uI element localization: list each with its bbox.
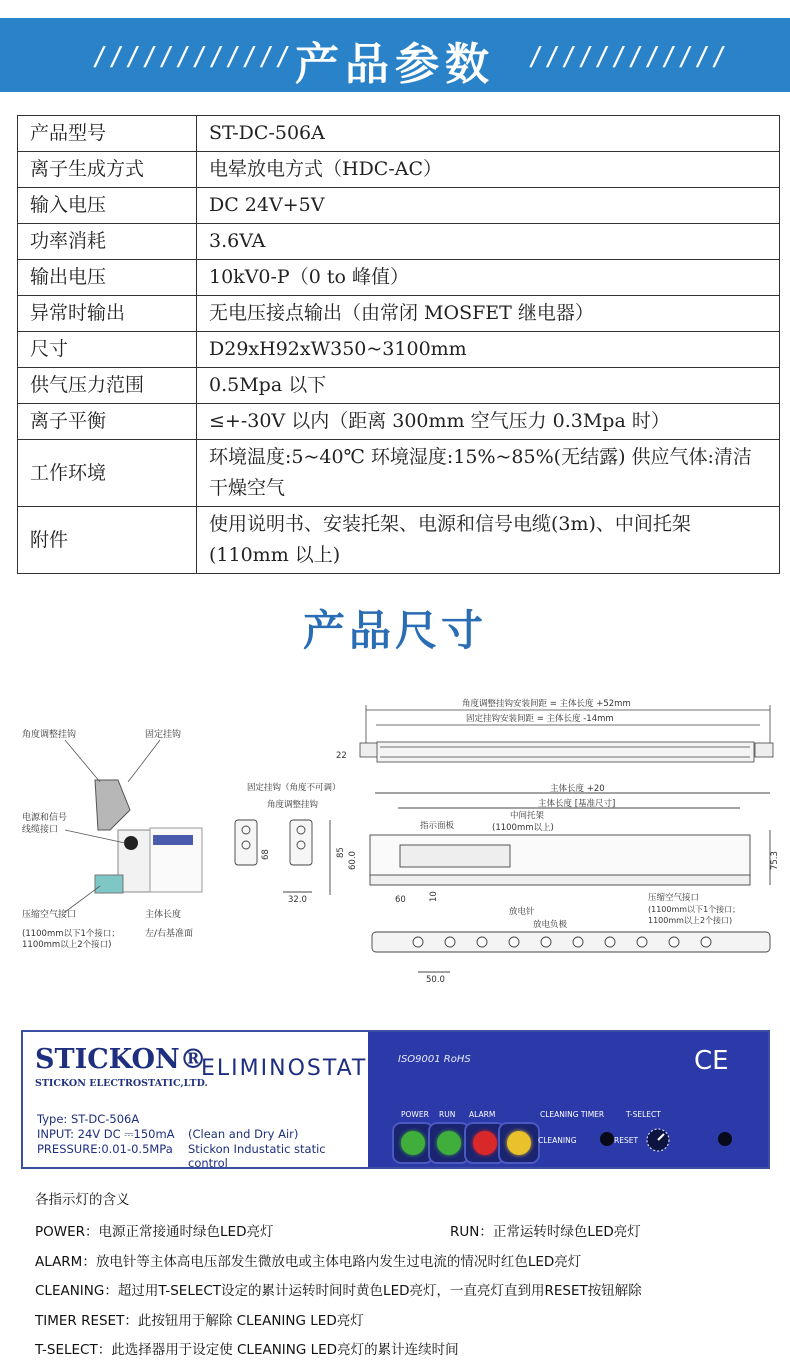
led-label-cleaning: CLEANING — [538, 1136, 577, 1145]
label-fixed-hook-no-angle: 固定挂钩（角度不可调） — [247, 783, 341, 793]
label-indicator-panel: 指示面板 — [420, 821, 455, 831]
spec-value: 无电压接点输出（由常闭 MOSFET 继电器） — [197, 296, 780, 332]
brand-subtitle: STICKON ELECTROSTATIC,LTD. — [35, 1078, 208, 1089]
aux-button[interactable] — [718, 1132, 732, 1146]
product-photo — [95, 780, 202, 893]
label-discharge-needle: 放电针 — [509, 907, 535, 917]
reset-label: RESET — [614, 1136, 639, 1145]
label-dim-22: 22 — [336, 751, 347, 761]
table-row — [18, 440, 780, 507]
section-banner — [0, 18, 790, 92]
label-mid-bracket: 中间托架 — [510, 811, 545, 821]
table-row — [18, 188, 780, 224]
brand-logo: STICKON® — [35, 1044, 207, 1075]
note-timer-reset: TIMER RESET：此按钮用于解除 CLEANING LED亮灯 — [35, 1313, 364, 1329]
spec-key: 离子平衡 — [18, 404, 197, 440]
label-air-note-3: (1100mm以下1个接口； — [648, 905, 741, 914]
label-body-plus20: 主体长度 +20 — [550, 784, 605, 794]
alarm-led-light — [473, 1131, 497, 1155]
spec-value: DC 24V+5V — [197, 188, 780, 224]
panel-pressure: PRESSURE:0.01-0.5MPa — [37, 1142, 173, 1156]
led-label-alarm: ALARM — [469, 1110, 496, 1119]
table-row — [18, 296, 780, 332]
table-row — [18, 116, 780, 152]
label-discharge-plate: 放电负极 — [533, 920, 568, 930]
label-air-note-2: 1100mm以上2个接口) — [22, 940, 112, 950]
spec-key: 离子生成方式 — [18, 152, 197, 188]
led-label-tselect: T-SELECT — [626, 1110, 661, 1119]
spec-value: ST-DC-506A — [197, 116, 780, 152]
spec-key: 工作环境 — [18, 440, 197, 507]
note-cleaning: CLEANING：超过用T-SELECT设定的累计运转时间时黄色LED亮灯，一直亮灯直到用RESET按钮解除 — [35, 1283, 642, 1299]
label-fixed-hook: 固定挂钩 — [145, 730, 182, 740]
label-dim-753: 75.3 — [770, 851, 780, 870]
table-row — [18, 404, 780, 440]
panel-label-right — [368, 1032, 768, 1167]
spec-value: 使用说明书、安装托架、电源和信号电缆(3m)、中间托架(110mm 以上) — [197, 507, 780, 574]
banner-deco-right: //////////// — [528, 42, 728, 72]
spec-value: 环境温度:5~40℃ 环境湿度:15%~85%(无结露) 供应气体:清洁干燥空气 — [197, 440, 780, 507]
panel-desc: Stickon Industatic static control — [188, 1142, 326, 1170]
note-run: RUN：正常运转时绿色LED亮灯 — [450, 1224, 641, 1240]
note-tselect: T-SELECT：此选择器用于设定使 CLEANING LED亮灯的累计连续时间 — [35, 1342, 459, 1358]
led-label-run: RUN — [439, 1110, 456, 1119]
panel-type: Type: ST-DC-506A — [37, 1112, 140, 1126]
ce-mark: CE — [694, 1046, 729, 1076]
page-title: 产品参数 — [295, 39, 495, 90]
note-alarm: ALARM：放电针等主体高电压部发生微放电或主体电路内发生过电流的情况时红色LED亮灯 — [35, 1254, 582, 1270]
spec-key: 输出电压 — [18, 260, 197, 296]
cleaning-led-light — [507, 1131, 531, 1155]
spec-value: 电晕放电方式（HDC-AC） — [197, 152, 780, 188]
table-row — [18, 332, 780, 368]
run-led-light — [437, 1131, 461, 1155]
label-dim-85: 85 — [336, 847, 346, 858]
label-spacing-fixed: 固定挂钩安装间距 = 主体长度 -14mm — [466, 714, 614, 724]
label-angle-hook: 角度调整挂钩 — [22, 730, 77, 740]
label-dim-60: 60.0 — [348, 851, 358, 870]
label-air-port: 压缩空气接口 — [22, 910, 77, 920]
notes-heading: 各指示灯的含义 — [35, 1192, 130, 1208]
cert-text: ISO9001 RoHS — [398, 1054, 471, 1065]
label-spacing-angle: 角度调整挂钩安装间距 = 主体长度 +52mm — [462, 699, 631, 709]
table-row — [18, 507, 780, 574]
label-dim-50: 50.0 — [426, 975, 445, 985]
spec-value: 3.6VA — [197, 224, 780, 260]
indicator-panel — [21, 1030, 770, 1169]
panel-air: (Clean and Dry Air) — [188, 1127, 299, 1141]
label-body-length: 主体长度 — [145, 910, 182, 920]
label-dim-10: 10 — [429, 891, 439, 902]
product-name: ELIMINOSTAT — [201, 1056, 368, 1081]
reset-button[interactable] — [600, 1132, 614, 1146]
power-led-light — [401, 1131, 425, 1155]
dimension-drawing — [0, 680, 790, 1000]
label-air-port-2: 压缩空气接口 — [648, 893, 700, 903]
spec-key: 供气压力范围 — [18, 368, 197, 404]
spec-key: 输入电压 — [18, 188, 197, 224]
led-label-cleaning-timer: CLEANING TIMER — [540, 1110, 605, 1119]
label-dim-32: 32.0 — [288, 895, 307, 905]
spec-key: 尺寸 — [18, 332, 197, 368]
banner-deco-left: //////////// — [92, 42, 292, 72]
spec-value: 10kV0-P（0 to 峰值） — [197, 260, 780, 296]
label-dim-60b: 60 — [395, 895, 406, 905]
label-air-note-4: 1100mm以上2个接口) — [648, 916, 733, 925]
spec-key: 功率消耗 — [18, 224, 197, 260]
table-row — [18, 260, 780, 296]
panel-label-left — [23, 1032, 368, 1170]
table-row — [18, 152, 780, 188]
spec-key: 附件 — [18, 507, 197, 574]
table-row — [18, 368, 780, 404]
led-label-power: POWER — [401, 1110, 429, 1119]
label-body-ref: 主体长度 [基准尺寸] — [538, 799, 616, 809]
label-cable-port-1: 电源和信号 — [22, 813, 68, 823]
spec-value: ≤+-30V 以内（距离 300mm 空气压力 0.3Mpa 时） — [197, 404, 780, 440]
label-mid-bracket-note: (1100mm以上) — [492, 823, 554, 833]
table-row — [18, 224, 780, 260]
spec-key: 异常时输出 — [18, 296, 197, 332]
cleaning-led — [498, 1122, 540, 1164]
spec-key: 产品型号 — [18, 116, 197, 152]
note-power: POWER：电源正常接通时绿色LED亮灯 — [35, 1224, 274, 1240]
spec-value: 0.5Mpa 以下 — [197, 368, 780, 404]
label-angle-hook-2: 角度调整挂钩 — [267, 800, 319, 810]
tselect-dial-icon[interactable] — [638, 1120, 678, 1160]
panel-input: INPUT: 24V DC ⎓150mA — [37, 1127, 175, 1141]
spec-table — [17, 115, 780, 574]
label-ref-face: 左/右基准面 — [145, 929, 194, 939]
spec-value: D29xH92xW350~3100mm — [197, 332, 780, 368]
label-dim-68: 68 — [261, 849, 271, 860]
label-cable-port-2: 线缆接口 — [22, 825, 59, 835]
label-air-note-1: (1100mm以下1个接口； — [22, 929, 120, 939]
section-title-dimensions: 产品尺寸 — [302, 606, 487, 655]
